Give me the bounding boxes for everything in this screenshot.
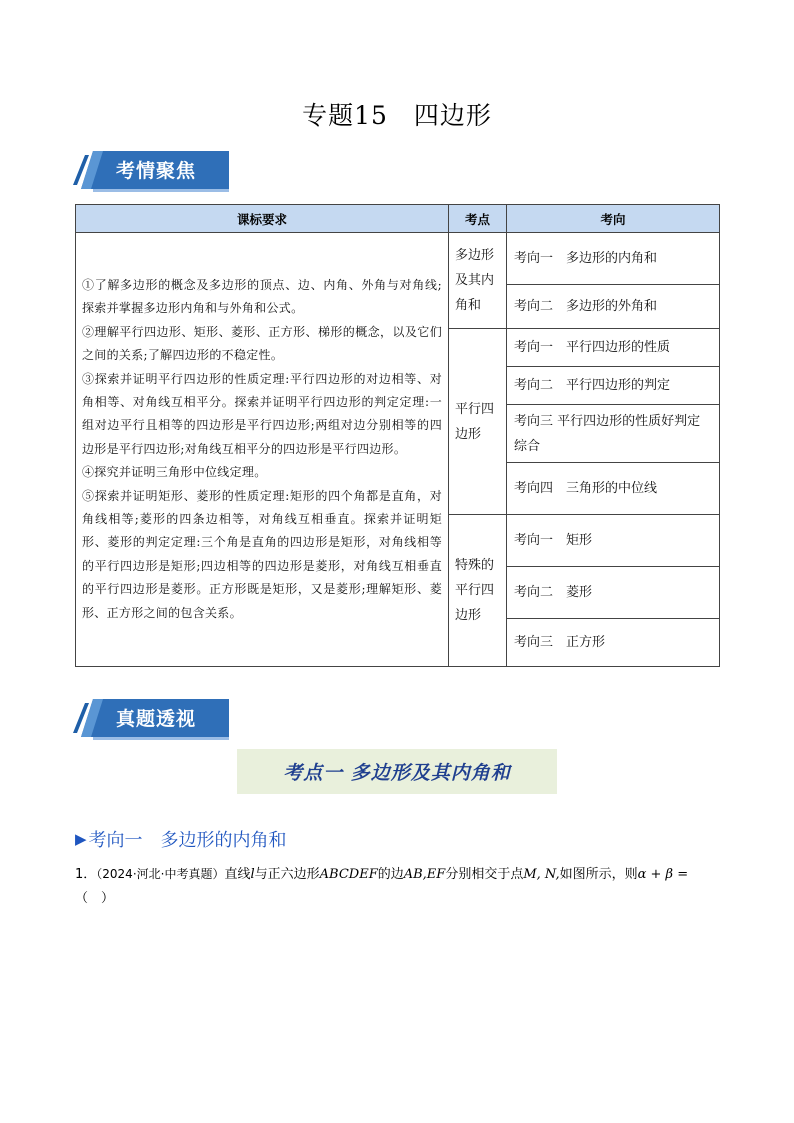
section-banner-real-questions [73,697,229,741]
direction-item: 考向四 三角形的中位线 [507,463,720,515]
question-text: 直线 [224,867,251,882]
banner-label: 考情聚焦 [115,159,196,182]
table-row [76,233,720,285]
banner-label: 真题透视 [115,707,196,730]
direction-item: 考向二 平行四边形的判定 [507,367,720,405]
direction-item: 考向二 菱形 [507,567,720,619]
math-var: ABCDEF [319,867,378,882]
question-number: 1． [75,867,97,882]
header-directions: 考向 [507,205,720,233]
page-title: 专题15 四边形 [302,101,492,130]
question-text: 与正六边形 [254,867,320,882]
question-text: 的边 [377,867,404,882]
direction-item: 考向一 平行四边形的性质 [507,329,720,367]
math-expression: α + β = [637,867,689,882]
question-text: 分别相交于点 [445,867,524,882]
header-standards: 课标要求 [76,205,449,233]
direction-heading-text: 考向一 多边形的内角和 [88,830,287,851]
standard-item: ③探索并证明平行四边形的性质定理:平行四边形的对边相等、对角相等、对角线互相平分。探索并证明平行四边形的判定定理:一组对边平行且相等的四边形是平行四边形;两组对边分别相等的四边形是平行四边形;对角线互相平分的四边形是平行四边形。 [82,371,442,456]
direction-item: 考向一 矩形 [507,515,720,567]
point-parallelogram: 平行四边形 [449,329,507,515]
section-banner-exam-focus [73,149,229,193]
topic-heading: 考点一 多边形及其内角和 [237,749,557,794]
question-1 [75,862,725,911]
direction-heading [75,826,287,852]
curriculum-table [75,204,720,667]
math-var: M, N, [523,867,560,882]
direction-item: 考向三 平行四边形的性质好判定综合 [507,405,720,463]
answer-blank: （ ） [75,891,115,906]
standard-item: ①了解多边形的概念及多边形的顶点、边、内角、外角与对角线;探索并掌握多边形内角和与外角和公式。 [82,277,442,316]
question-source: （2024·河北·中考真题） [96,867,225,881]
standard-item: ②理解平行四边形、矩形、菱形、正方形、梯形的概念，以及它们之间的关系;了解四边形的不稳定性。 [82,324,442,363]
triangle-right-icon: ▶ [75,830,87,848]
standard-item: ④探究并证明三角形中位线定理。 [82,465,267,480]
direction-item: 考向三 正方形 [507,619,720,667]
direction-item: 考向一 多边形的内角和 [507,233,720,285]
point-special-parallelogram: 特殊的平行四边形 [449,515,507,667]
table-header-row [76,205,720,233]
direction-item: 考向二 多边形的外角和 [507,285,720,329]
standards-cell [76,233,449,667]
standard-item: ⑤探索并证明矩形、菱形的性质定理:矩形的四个角都是直角，对角线相等;菱形的四条边相等，对角线互相垂直。探索并证明矩形、菱形的判定定理:三个角是直角的四边形是矩形，对角线相等的平行四边形是矩形;四边相等的四边形是菱形，对角线互相垂直的平行四边形是菱形。正方形既是矩形，又是菱形;理解矩形、菱形、正方形之间的包含关系。 [82,488,442,620]
header-points: 考点 [449,205,507,233]
point-polygon: 多边形及其内角和 [449,233,507,329]
math-var: AB,EF [403,867,446,882]
math-var: l [250,867,255,882]
question-text: 如图所示，则 [559,867,638,882]
